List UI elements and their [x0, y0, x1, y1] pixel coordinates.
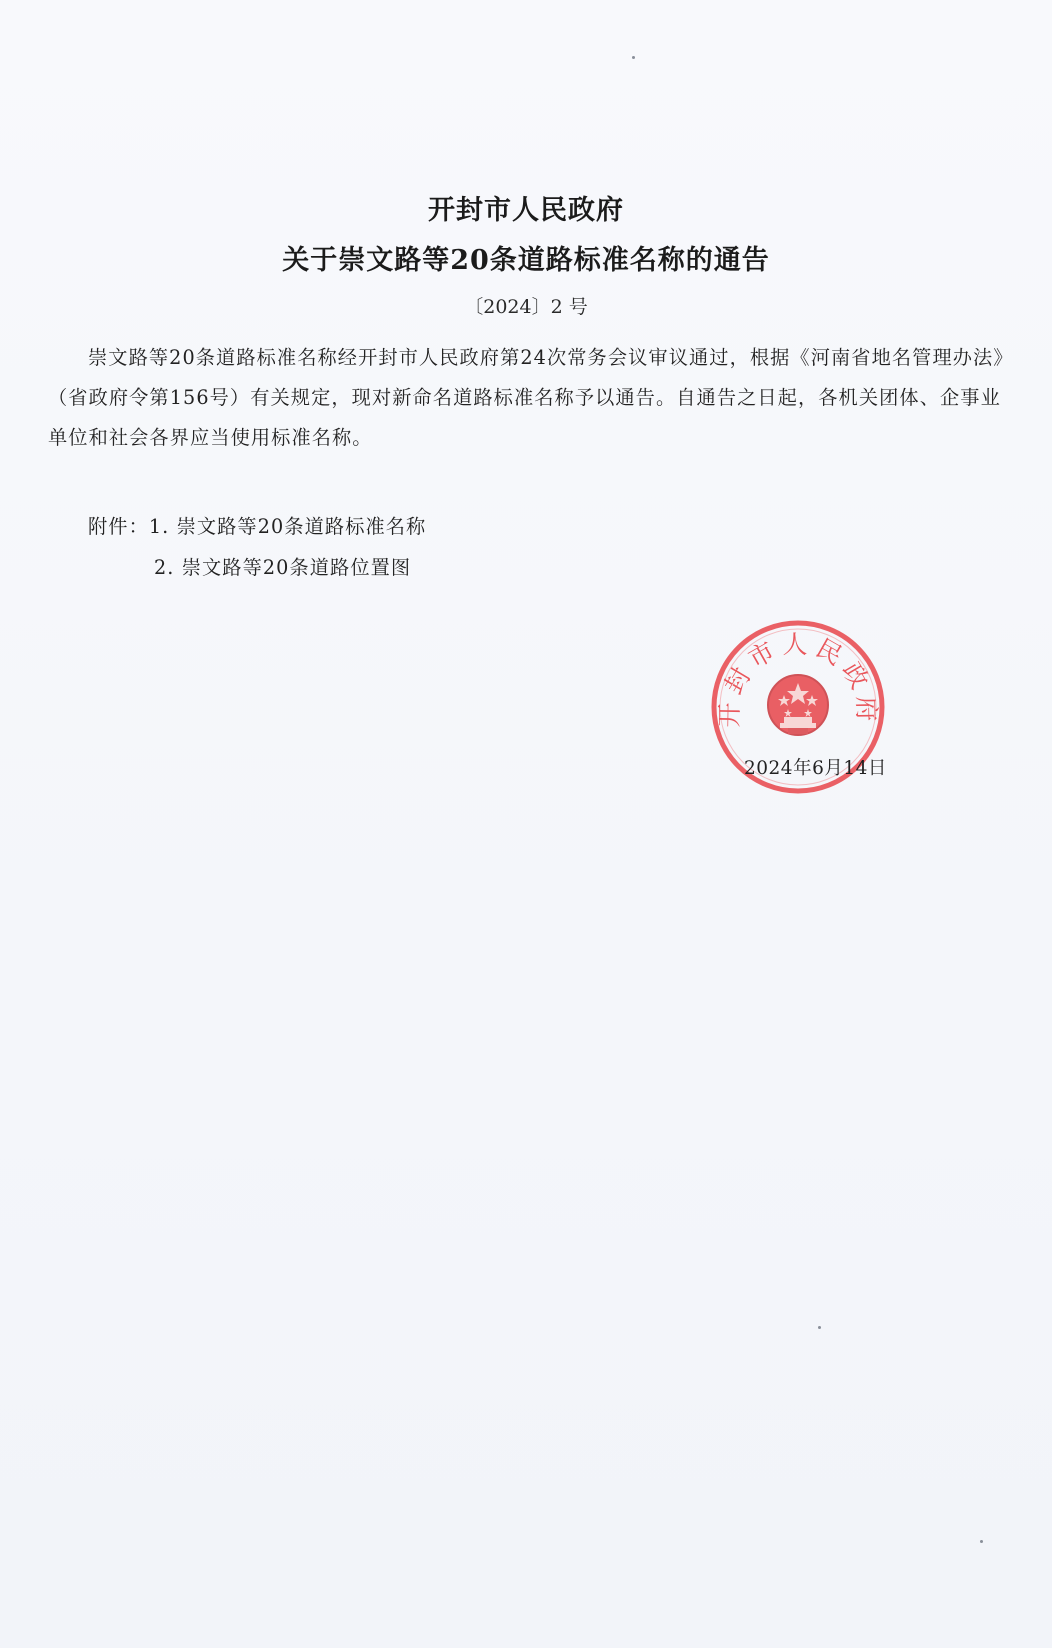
- seal-text: 开封市人民政府: [714, 630, 882, 728]
- document-number: 〔2024〕2 号: [464, 296, 588, 318]
- paper-speck: [632, 56, 635, 59]
- body-paragraph: 崇文路等20条道路标准名称经开封市人民政府第24次常务会议审议通过，根据《河南省地名管理办法》（省政府令第156号）有关规定，现对新命名道路标准名称予以通告。自通告之日起，各机关团体、企事业单位和社会各界应当使用标准名称。: [48, 346, 1004, 449]
- issue-date: 2024年6月14日: [744, 758, 887, 779]
- national-emblem-icon: [768, 675, 828, 735]
- title-subject: 关于崇文路等20条道路标准名称的通告: [282, 245, 770, 276]
- title-issuer: 开封市人民政府: [428, 195, 624, 226]
- attachment-item-1: 附件：1. 崇文路等20条道路标准名称: [88, 515, 427, 538]
- paper-speck: [980, 1540, 983, 1543]
- paper-speck: [818, 1326, 821, 1329]
- attachment-item-2: 2. 崇文路等20条道路位置图: [154, 556, 412, 579]
